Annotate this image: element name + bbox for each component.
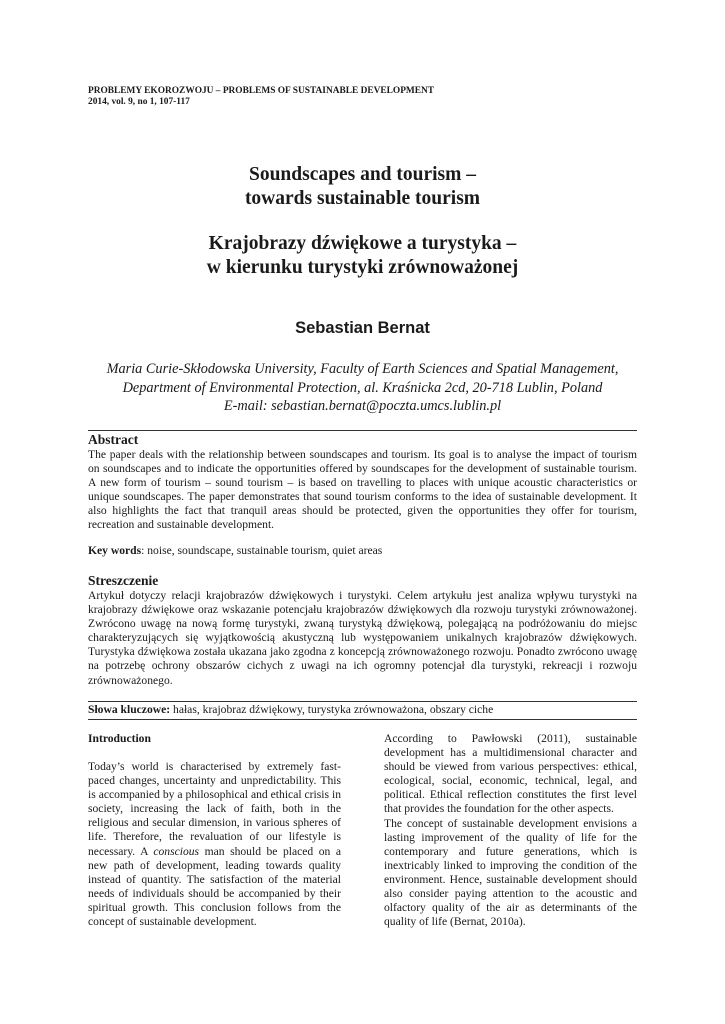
slowa-kluczowe xyxy=(88,703,637,717)
author-name: Sebastian Bernat xyxy=(295,319,430,337)
slowa-kluczowe-label: Słowa kluczowe: xyxy=(88,703,171,716)
affiliation-line1: Maria Curie-Skłodowska University, Faculty of Earth Sciences and Spatial Management, xyxy=(106,361,619,377)
affiliation xyxy=(88,360,637,416)
abstract-section xyxy=(88,430,637,558)
journal-header xyxy=(88,86,434,108)
streszczenie-section xyxy=(88,573,637,688)
introduction-paragraph-3: The concept of sustainable development envisions a lasting improvement of the quality of life for the contemporary and future generations, which is inextricably linked to improving the condition of the environment. Hence, sustainable development should also consider paying attention to the acoustic and olfactory quality of the air as determinants of the quality of life (Bernat, 2010a). xyxy=(384,816,637,929)
introduction-heading: Introduction xyxy=(88,732,151,745)
title-en-line1: Soundscapes and tourism – xyxy=(248,164,477,185)
streszczenie-heading: Streszczenie xyxy=(88,573,159,588)
abstract-heading: Abstract xyxy=(88,432,139,447)
introduction-paragraph-2: According to Pawłowski (2011), sustainable development has a multidimensional character and should be viewed from various perspectives: ethical, ecological, social, economic, technical, legal, and political. Ethical reflection constitutes the first level that provides the foundation for the other aspects. xyxy=(384,732,637,816)
slowa-kluczowe-list: hałas, krajobraz dźwiękowy, turystyka zrównoważona, obszary ciche xyxy=(170,703,494,716)
column-left xyxy=(88,732,341,929)
keywords-label: Key words xyxy=(88,543,142,557)
keywords-list: : noise, soundscape, sustainable tourism, quiet areas xyxy=(141,543,383,557)
journal-issue: 2014, vol. 9, no 1, 107-117 xyxy=(88,97,190,107)
column-right xyxy=(384,732,637,929)
introduction-paragraph-1: Today’s world is characterised by extremely fast-paced changes, uncertainty and unpredictability. This is accompanied by a philosophical and ethical crisis in society, increasing the lack of faith, both in the religious and secular dimension, in various spheres of life. Therefore, the revaluation of our lifestyle is necessary. A conscious man should be placed on a new path of development, leading towards quality instead of quantity. The satisfaction of the material needs of individuals should be accompanied by their spiritual growth. This conclusion follows from the concept of sustainable development. xyxy=(88,760,341,929)
conscious-emphasis: conscious xyxy=(153,844,200,858)
title-en-line2: towards sustainable tourism xyxy=(244,188,481,209)
abstract-text: The paper deals with the relationship between soundscapes and tourism. Its goal is to analyse the impact of tourism on soundscapes and to indicate the opportunities offered by soundscapes for the development of sustainable tourism. A new form of tourism – sound tourism – is based on travelling to places with unique acoustic characteristics or unique soundscapes. The paper demonstrates that sound tourism conforms to the idea of sustainable development. It also highlights the fact that tranquil areas should be protected, given the opportunities they offer for tourism, recreation and sustainable development. xyxy=(88,448,637,532)
abstract-keywords xyxy=(88,544,637,558)
streszczenie-keywords xyxy=(88,701,637,717)
affiliation-line2: Department of Environmental Protection, al. Kraśnicka 2cd, 20-718 Lublin, Poland xyxy=(122,379,603,396)
title-pl-line1: Krajobrazy dźwiękowe a turystyka – xyxy=(208,233,517,254)
affiliation-email: E-mail: sebastian.bernat@poczta.umcs.lublin.pl xyxy=(223,398,502,414)
title-pl-line2: w kierunku turystyki zrównoważonej xyxy=(206,257,519,278)
section-divider xyxy=(88,719,637,720)
journal-name: PROBLEMY EKOROZWOJU – PROBLEMS OF SUSTAINABLE DEVELOPMENT xyxy=(88,86,435,96)
streszczenie-text: Artykuł dotyczy relacji krajobrazów dźwiękowych i turystyki. Celem artykułu jest analiza wpływu turystyki na krajobrazy dźwiękowe oraz wskazanie potencjału krajobrazów dźwiękowych dla rozwoju turystyki zrównoważonej. Zwrócono uwagę na nową formę turystyki, zwaną turystyką dźwiękową, polegającą na podróżowaniu do miejsc charakteryzujących się wyjątkowością akustyczną lub występowaniem unikalnych krajobrazów dźwiękowych. Turystyka dźwiękowa została ukazana jako zgodna z koncepcją zrównoważonego rozwoju. Ponadto zwrócono uwagę na potrzebę ochrony obszarów cichych z uwagi na ich ogromny potencjał dla turystyki, rekreacji i rozwoju zrównoważonego. xyxy=(88,589,637,687)
title-block xyxy=(88,163,637,280)
